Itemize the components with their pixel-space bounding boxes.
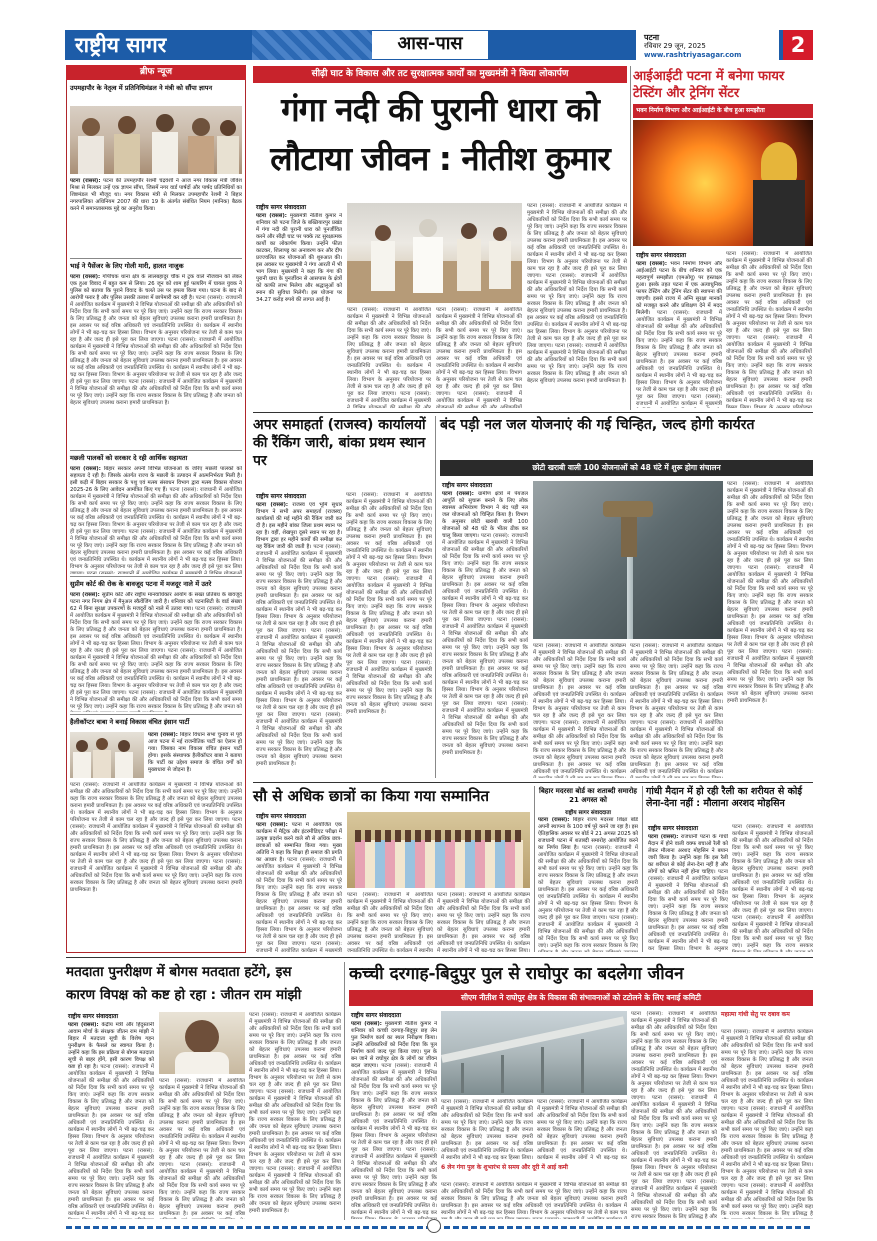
ranking-byline: राष्ट्रीय सागर संवाददाता xyxy=(256,493,307,500)
brief-headline-4: सुप्रीम कोर्ट की रोक के बावजूद पटना में मजदूर नाले में उतरे xyxy=(70,580,212,588)
brief-photo-5 xyxy=(70,732,144,778)
manjhi-photo xyxy=(159,1012,245,1074)
brief-headline-2: भाई ने पैसेंजर के लिए गोली मारी, हालत नाजुक xyxy=(70,262,184,270)
manjhi-body-col1: पटना (राससं): केंद्रीय मंत्री और हिंदुस्तानी आवाम मोर्चा के संरक्षक जीतन राम मांझी ने बिहार में मतदाता सूची के विशेष गहन पुनरीक्षण के फैसले का स्वागत किया है। उन्होंने कहा कि इस प्रक्रिया से बोगस मतदाता सूची से बाहर होंगे, इसी कारण विपक्ष को कष्ट हो रहा है। पटना (राससं): राजधानी में आयोजित कार्यक्रम में मुख्यमंत्री ने विभिन्न योजनाओं की समीक्षा की और अधिकारियों को निर्देश दिया कि सभी कार्य समय पर पूरे किए जाएं। उन्होंने कहा कि राज्य सरकार विकास के लिए प्रतिबद्ध है और जनता को बेहतर सुविधाएं उपलब्ध कराना हमारी प्राथमिकता है। इस अवसर पर कई वरिष्ठ अधिकारी एवं जनप्रतिनिधि उपस्थित थे। कार्यक्रम में स्थानीय लोगों ने भी बढ़-चढ़ कर हिस्सा लिया। विभाग के अनुसार परियोजना पर तेजी से काम चल रहा है और जल्द ही इसे पूरा कर लिया जाएगा। पटना (राससं): राजधानी में आयोजित कार्यक्रम में मुख्यमंत्री ने विभिन्न योजनाओं की समीक्षा की और अधिकारियों को निर्देश दिया कि सभी कार्य समय पर पूरे किए जाएं। उन्होंने कहा कि राज्य सरकार विकास के लिए प्रतिबद्ध है और जनता को बेहतर सुविधाएं उपलब्ध कराना हमारी प्राथमिकता है। इस अवसर पर कई वरिष्ठ अधिकारी एवं जनप्रतिनिधि उपस्थित थे। कार्यक्रम में स्थानीय लोगों ने भी बढ़-चढ़ कर हिस्सा लिया। विभाग के अनुसार परियोजना पर तेजी से काम चल रहा है और जल्द ही इसे पूरा कर लिया जाएगा। पटना (राससं): राजधानी में आयोजित कार्यक्रम में मुख्यमंत्री ने विभिन्न योजनाओं की समीक्षा की और अधिकारियों को निर्देश दिया कि सभी कार्य समय पर पूरे किए जाएं। उन्होंने कहा कि राज्य सरकार विकास के लिए प्रतिबद्ध है और जनता को बेहतर सुविधाएं उपलब्ध कराना हमारी प्राथमिकता है। xyxy=(68,1022,154,1219)
lead-photo xyxy=(347,203,522,303)
bridge-body-col4 xyxy=(441,1182,627,1219)
taps-body-col1: पटना (राससं): ग्रामीण क्षेत्रों में पेयजल आपूर्ति को सुचारू बनाने के लिए लोक स्वास्थ्य अभियंत्रण विभाग ने बंद पड़ी नल जल योजनाओं को चिन्हित किया है। विभाग के अनुसार छोटी खराबी वाली 100 योजनाओं को 48 घंटे के भीतर ठीक कर चालू किया जाएगा। पटना (राससं): राजधानी में आयोजित कार्यक्रम में मुख्यमंत्री ने विभिन्न योजनाओं की समीक्षा की और अधिकारियों को निर्देश दिया कि सभी कार्य समय पर पूरे किए जाएं। उन्होंने कहा कि राज्य सरकार विकास के लिए प्रतिबद्ध है और जनता को बेहतर सुविधाएं उपलब्ध कराना हमारी प्राथमिकता है। इस अवसर पर कई वरिष्ठ अधिकारी एवं जनप्रतिनिधि उपस्थित थे। कार्यक्रम में स्थानीय लोगों ने भी बढ़-चढ़ कर हिस्सा लिया। विभाग के अनुसार परियोजना पर तेजी से काम चल रहा है और जल्द ही इसे पूरा कर लिया जाएगा। पटना (राससं): राजधानी में आयोजित कार्यक्रम में मुख्यमंत्री ने विभिन्न योजनाओं की समीक्षा की और अधिकारियों को निर्देश दिया कि सभी कार्य समय पर पूरे किए जाएं। उन्होंने कहा कि राज्य सरकार विकास के लिए प्रतिबद्ध है और जनता को बेहतर सुविधाएं उपलब्ध कराना हमारी प्राथमिकता है। इस अवसर पर कई वरिष्ठ अधिकारी एवं जनप्रतिनिधि उपस्थित थे। कार्यक्रम में स्थानीय लोगों ने भी बढ़-चढ़ कर हिस्सा लिया। विभाग के अनुसार परियोजना पर तेजी से काम चल रहा है और जल्द ही इसे पूरा कर लिया जाएगा। पटना (राससं): राजधानी में आयोजित कार्यक्रम में मुख्यमंत्री ने विभिन्न योजनाओं की समीक्षा की और अधिकारियों को निर्देश दिया कि सभी कार्य समय पर पूरे किए जाएं। उन्होंने कहा कि राज्य सरकार विकास के लिए प्रतिबद्ध है और जनता को बेहतर सुविधाएं उपलब्ध कराना हमारी प्राथमिकता है। xyxy=(442,491,528,778)
gandhi-headline: गांधी मैदान में हो रही रैली का शरीयत से कोई लेना-देना नहीं : मौलाना अरशद मोहसिन xyxy=(646,786,803,809)
taps-subhead: छोटी खराबी वाली 100 योजनाओं को 48 घंटे में शुरू होगा संचालन xyxy=(440,460,813,476)
page-number: 2 xyxy=(783,30,813,60)
students-byline: राष्ट्रीय सागर संवाददाता xyxy=(256,813,307,820)
brief-body-5: पटना (राससं): बिहार विधान सभा चुनाव से पूर्व आज पटना में नई राजनीतिक पार्टी का ऐलान हो गया। जिसका नाम विकास वंचित इंसान पार्टी होगा। इसके संस्थापक हैलीकॉप्टर बाबा ने बताया कि पार्टी का उद्देश्य समाज के वंचित वर्गों को मुख्यधारा से जोड़ना है। xyxy=(148,732,242,773)
taps-body-col4 xyxy=(727,481,813,778)
website-link[interactable]: www.rashtriyasagar.com xyxy=(644,51,742,59)
fire-body-col1: पटना (राससं): भवन निर्माण विभाग और आईआईटी पटना के बीच शनिवार को एक महत्वपूर्ण समझौता (एमओयू) पर हस्ताक्षर हुआ। इसके तहत पटना में एक अत्याधुनिक फायर टेस्टिंग और ट्रेनिंग सेंटर की स्थापना की जाएगी। इससे राज्य में अग्नि सुरक्षा मानकों को मजबूत करने और प्रशिक्षण देने में मदद मिलेगी। पटना (राससं): राजधानी में आयोजित कार्यक्रम में मुख्यमंत्री ने विभिन्न योजनाओं की समीक्षा की और अधिकारियों को निर्देश दिया कि सभी कार्य समय पर पूरे किए जाएं। उन्होंने कहा कि राज्य सरकार विकास के लिए प्रतिबद्ध है और जनता को बेहतर सुविधाएं उपलब्ध कराना हमारी प्राथमिकता है। इस अवसर पर कई वरिष्ठ अधिकारी एवं जनप्रतिनिधि उपस्थित थे। कार्यक्रम में स्थानीय लोगों ने भी बढ़-चढ़ कर हिस्सा लिया। विभाग के अनुसार परियोजना पर तेजी से काम चल रहा है और जल्द ही इसे पूरा कर लिया जाएगा। पटना (राससं): राजधानी में आयोजित कार्यक्रम में मुख्यमंत्री ने विभिन्न योजनाओं की समीक्षा की और अधिकारियों को निर्देश दिया कि सभी कार्य समय पर पूरे किए जाएं। उन्होंने कहा कि राज्य सरकार विकास के लिए प्रतिबद्ध है और जनता को बेहतर सुविधाएं उपलब्ध कराना हमारी प्राथमिकता है। इस अवसर पर कई वरिष्ठ अधिकारी एवं जनप्रतिनिधि उपस्थित थे। कार्यक्रम में स्थानीय लोगों ने भी बढ़-चढ़ कर हिस्सा लिया। विभाग के अनुसार परियोजना पर तेजी से काम चल रहा है और जल्द ही इसे पूरा कर लिया जाएगा। पटना (राससं): राजधानी में आयोजित कार्यक्रम में मुख्यमंत्री ने विभिन्न योजनाओं की समीक्षा की और अधिकारियों को निर्देश दिया कि सभी कार्य समय पर पूरे किए जाएं। उन्होंने कहा कि राज्य सरकार विकास के लिए प्रतिबद्ध है और जनता को बेहतर सुविधाएं उपलब्ध कराना हमारी प्राथमिकता है। xyxy=(636,261,722,408)
gandhi-body-col1: पटना (राससं): राजधानी पटना के गांधी मैदान में होने वाली वक्फ बचाओ रैली को लेकर मौलाना अरशद मोहसिन ने बयान जारी किया है। उन्होंने कहा कि इस रैली का शरीयत से कोई लेना-देना नहीं है और लोगों को भ्रमित नहीं होना चाहिए। पटना (राससं): राजधानी में आयोजित कार्यक्रम में मुख्यमंत्री ने विभिन्न योजनाओं की समीक्षा की और अधिकारियों को निर्देश दिया कि सभी कार्य समय पर पूरे किए जाएं। उन्होंने कहा कि राज्य सरकार विकास के लिए प्रतिबद्ध है और जनता को बेहतर सुविधाएं उपलब्ध कराना हमारी प्राथमिकता है। इस अवसर पर कई वरिष्ठ अधिकारी एवं जनप्रतिनिधि उपस्थित थे। कार्यक्रम में स्थानीय लोगों ने भी बढ़-चढ़ कर हिस्सा लिया। विभाग के अनुसार परियोजना पर तेजी से काम चल रहा है और जल्द ही इसे पूरा कर लिया जाएगा। पटना (राससं): राजधानी में आयोजित कार्यक्रम में मुख्यमंत्री ने विभिन्न योजनाओं की समीक्षा की और अधिकारियों को निर्देश दिया कि सभी कार्य समय पर पूरे किए जाएं। उन्होंने कहा कि राज्य सरकार विकास के लिए प्रतिबद्ध है और जनता को बेहतर सुविधाएं उपलब्ध कराना हमारी प्राथमिकता है। इस अवसर पर कई वरिष्ठ अधिकारी एवं जनप्रतिनिधि उपस्थित थे। कार्यक्रम में स्थानीय लोगों ने भी बढ़-चढ़ कर हिस्सा लिया। विभाग के अनुसार परियोजना पर तेजी से काम चल रहा है और जल्द ही इसे पूरा कर लिया जाएगा। पटना (राससं): राजधानी में आयोजित कार्यक्रम में मुख्यमंत्री ने विभिन्न योजनाओं की समीक्षा की और अधिकारियों को निर्देश दिया कि सभी कार्य समय पर पूरे किए जाएं। उन्होंने कहा कि राज्य सरकार विकास के लिए प्रतिबद्ध है और जनता को बेहतर सुविधाएं उपलब्ध कराना हमारी प्राथमिकता है। xyxy=(648,834,728,952)
manjhi-headline-2: कारण विपक्ष को कष्ट हो रहा : जीतन राम मांझी xyxy=(66,987,302,1003)
brief-title: ब्रीफ न्यूज xyxy=(66,65,246,80)
fire-subhead: भवन निर्माण विभाग और आईआईटी के बीच हुआ समझौता xyxy=(633,104,813,118)
header-date: रविवार 29 जून, 2025 xyxy=(644,42,706,50)
lead-body-col3 xyxy=(436,307,522,408)
brief-headline-1: उपमहापौर के नेतृत्व में प्रतिनिधिमंडल ने मंत्री को सौंपा ज्ञापन xyxy=(70,84,213,92)
students-headline: सौ से अधिक छात्रों का किया गया सम्मानित xyxy=(253,787,490,805)
manjhi-byline: राष्ट्रीय सागर संवाददाता xyxy=(68,1013,119,1020)
students-body-col1: पटना (राससं): पटना में आयोजित एक कार्यक्रम में मैट्रिक और इंटरमीडिएट परीक्षा में उत्कृष्ट प्रदर्शन करने वाले सौ से अधिक छात्र-छात्राओं को सम्मानित किया गया। मुख्य अतिथि ने कहा कि शिक्षा ही समाज की प्रगति का आधार है। पटना (राससं): राजधानी में आयोजित कार्यक्रम में मुख्यमंत्री ने विभिन्न योजनाओं की समीक्षा की और अधिकारियों को निर्देश दिया कि सभी कार्य समय पर पूरे किए जाएं। उन्होंने कहा कि राज्य सरकार विकास के लिए प्रतिबद्ध है और जनता को बेहतर सुविधाएं उपलब्ध कराना हमारी प्राथमिकता है। इस अवसर पर कई वरिष्ठ अधिकारी एवं जनप्रतिनिधि उपस्थित थे। कार्यक्रम में स्थानीय लोगों ने भी बढ़-चढ़ कर हिस्सा लिया। विभाग के अनुसार परियोजना पर तेजी से काम चल रहा है और जल्द ही इसे पूरा कर लिया जाएगा। पटना (राससं): राजधानी में आयोजित कार्यक्रम में मुख्यमंत्री ने विभिन्न योजनाओं की समीक्षा की और अधिकारियों को निर्देश दिया कि सभी कार्य समय पर पूरे किए जाएं। उन्होंने कहा कि राज्य सरकार विकास के लिए प्रतिबद्ध है और जनता को बेहतर सुविधाएं उपलब्ध कराना हमारी प्राथमिकता है। इस अवसर पर कई वरिष्ठ अधिकारी एवं जनप्रतिनिधि उपस्थित थे। कार्यक्रम में स्थानीय लोगों ने भी बढ़-चढ़ कर हिस्सा लिया। विभाग के अनुसार परियोजना पर तेजी से काम चल रहा है और जल्द ही इसे पूरा कर लिया जाएगा। पटना (राससं): राजधानी में आयोजित कार्यक्रम में मुख्यमंत्री ने विभिन्न योजनाओं की समीक्षा की और अधिकारियों को निर्देश दिया कि सभी कार्य समय पर पूरे किए जाएं। उन्होंने कहा कि राज्य सरकार विकास के लिए प्रतिबद्ध है और जनता को बेहतर सुविधाएं उपलब्ध कराना हमारी प्राथमिकता है। xyxy=(256,822,342,952)
lead-headline-2: लौटाया जीवन : नीतीश कुमार xyxy=(270,139,610,178)
bridge-photo xyxy=(441,1011,627,1095)
ranking-body-col2 xyxy=(346,492,432,778)
manjhi-headline-1: मतदाता पुनरीक्षण में बोगस मतदाता हटेंगे, इस xyxy=(66,964,292,980)
brief-body-3: पटना (राससं): बिहार सरकार अपनी विभिन्न योजनाओं के जरिए मछली पालकों को सहायता दे रही है। जिसके अंतर्गत राज्य के मछली के उत्पादन में आत्मनिर्भरता मिली है। इसी कड़ी में बिहार सरकार के पशु एवं मत्स्य संसाधन विभाग द्वारा मत्स्य विकास योजना 2025-26 के लिए आवेदन आमंत्रित किए गए हैं। पटना (राससं): राजधानी में आयोजित कार्यक्रम में मुख्यमंत्री ने विभिन्न योजनाओं की समीक्षा की और अधिकारियों को निर्देश दिया कि सभी कार्य समय पर पूरे किए जाएं। उन्होंने कहा कि राज्य सरकार विकास के लिए प्रतिबद्ध है और जनता को बेहतर सुविधाएं उपलब्ध कराना हमारी प्राथमिकता है। इस अवसर पर कई वरिष्ठ अधिकारी एवं जनप्रतिनिधि उपस्थित थे। कार्यक्रम में स्थानीय लोगों ने भी बढ़-चढ़ कर हिस्सा लिया। विभाग के अनुसार परियोजना पर तेजी से काम चल रहा है और जल्द ही इसे पूरा कर लिया जाएगा। पटना (राससं): राजधानी में आयोजित कार्यक्रम में मुख्यमंत्री ने विभिन्न योजनाओं की समीक्षा की और अधिकारियों को निर्देश दिया कि सभी कार्य समय पर पूरे किए जाएं। उन्होंने कहा कि राज्य सरकार विकास के लिए प्रतिबद्ध है और जनता को बेहतर सुविधाएं उपलब्ध कराना हमारी प्राथमिकता है। इस अवसर पर कई वरिष्ठ अधिकारी एवं जनप्रतिनिधि उपस्थित थे। कार्यक्रम में स्थानीय लोगों ने भी बढ़-चढ़ कर हिस्सा लिया। विभाग के अनुसार परियोजना पर तेजी से काम चल रहा है और जल्द ही इसे पूरा कर लिया जाएगा। पटना (राससं): राजधानी में आयोजित कार्यक्रम में मुख्यमंत्री ने विभिन्न योजनाओं की समीक्षा की और अधिकारियों को निर्देश दिया कि सभी कार्य समय पर पूरे किए जाएं। उन्होंने कहा कि राज्य सरकार विकास के लिए प्रतिबद्ध है और जनता को बेहतर सुविधाएं उपलब्ध कराना हमारी प्राथमिकता है। xyxy=(70,466,242,574)
fire-photo xyxy=(633,120,813,246)
manjhi-body-col2 xyxy=(159,1078,245,1219)
brief-body-5-cont xyxy=(70,782,242,948)
manjhi-body-col3 xyxy=(249,1012,341,1219)
bridge-body-col2 xyxy=(441,1099,533,1161)
brief-body-4: पटना (राससं): सुप्रीम कोर्ट और राष्ट्रीय मानवाधिकार आयोग के सख्त प्रतिबंध के बावजूद पटना नगर निगम क्षेत्र में मैनुअल स्कैवेंजिंग जारी है। शनिवार को पटनासिटी के वार्ड संख्या 62 में बिना सुरक्षा उपकरणों के मजदूरों को नाले में उतारा गया। पटना (राससं): राजधानी में आयोजित कार्यक्रम में मुख्यमंत्री ने विभिन्न योजनाओं की समीक्षा की और अधिकारियों को निर्देश दिया कि सभी कार्य समय पर पूरे किए जाएं। उन्होंने कहा कि राज्य सरकार विकास के लिए प्रतिबद्ध है और जनता को बेहतर सुविधाएं उपलब्ध कराना हमारी प्राथमिकता है। इस अवसर पर कई वरिष्ठ अधिकारी एवं जनप्रतिनिधि उपस्थित थे। कार्यक्रम में स्थानीय लोगों ने भी बढ़-चढ़ कर हिस्सा लिया। विभाग के अनुसार परियोजना पर तेजी से काम चल रहा है और जल्द ही इसे पूरा कर लिया जाएगा। पटना (राससं): राजधानी में आयोजित कार्यक्रम में मुख्यमंत्री ने विभिन्न योजनाओं की समीक्षा की और अधिकारियों को निर्देश दिया कि सभी कार्य समय पर पूरे किए जाएं। उन्होंने कहा कि राज्य सरकार विकास के लिए प्रतिबद्ध है और जनता को बेहतर सुविधाएं उपलब्ध कराना हमारी प्राथमिकता है। इस अवसर पर कई वरिष्ठ अधिकारी एवं जनप्रतिनिधि उपस्थित थे। कार्यक्रम में स्थानीय लोगों ने भी बढ़-चढ़ कर हिस्सा लिया। विभाग के अनुसार परियोजना पर तेजी से काम चल रहा है और जल्द ही इसे पूरा कर लिया जाएगा। पटना (राससं): राजधानी में आयोजित कार्यक्रम में मुख्यमंत्री ने विभिन्न योजनाओं की समीक्षा की और अधिकारियों को निर्देश दिया कि सभी कार्य समय पर पूरे किए जाएं। उन्होंने कहा कि राज्य सरकार विकास के लिए प्रतिबद्ध है और जनता को बेहतर सुविधाएं उपलब्ध कराना हमारी प्राथमिकता है। xyxy=(70,592,242,712)
students-body-col3 xyxy=(437,892,530,952)
fire-byline: राष्ट्रीय सागर संवाददाता xyxy=(636,252,687,259)
gandhi-byline: राष्ट्रीय सागर संवाददाता xyxy=(648,825,699,832)
brief-photo-1 xyxy=(70,106,242,174)
madrasa-headline: बिहार मदरसा बोर्ड का शताब्दी समारोह 21 अगस्त को xyxy=(539,787,637,804)
madrasa-body: पटना (राससं): बिहार राज्य मदरसा शिक्षा बोर्ड अपनी स्थापना के 100 वर्ष पूरे करने जा रहा है। इस ऐतिहासिक अवसर पर बोर्ड ने 21 अगस्त 2025 को राजधानी पटना में शताब्दी समारोह आयोजित करने का निर्णय लिया है। पटना (राससं): राजधानी में आयोजित कार्यक्रम में मुख्यमंत्री ने विभिन्न योजनाओं की समीक्षा की और अधिकारियों को निर्देश दिया कि सभी कार्य समय पर पूरे किए जाएं। उन्होंने कहा कि राज्य सरकार विकास के लिए प्रतिबद्ध है और जनता को बेहतर सुविधाएं उपलब्ध कराना हमारी प्राथमिकता है। इस अवसर पर कई वरिष्ठ अधिकारी एवं जनप्रतिनिधि उपस्थित थे। कार्यक्रम में स्थानीय लोगों ने भी बढ़-चढ़ कर हिस्सा लिया। विभाग के अनुसार परियोजना पर तेजी से काम चल रहा है और जल्द ही इसे पूरा कर लिया जाएगा। पटना (राससं): राजधानी में आयोजित कार्यक्रम में मुख्यमंत्री ने विभिन्न योजनाओं की समीक्षा की और अधिकारियों को निर्देश दिया कि सभी कार्य समय पर पूरे किए जाएं। उन्होंने कहा कि राज्य सरकार विकास के लिए प्रतिबद्ध है और जनता को बेहतर सुविधाएं उपलब्ध कराना हमारी प्राथमिकता है। इस अवसर पर कई वरिष्ठ अधिकारी एवं जनप्रतिनिधि उपस्थित थे। कार्यक्रम में स्थानीय लोगों ने भी बढ़-चढ़ कर हिस्सा लिया। विभाग के अनुसार परियोजना पर तेजी से काम चल रहा है और जल्द ही इसे पूरा कर लिया जाएगा। पटना (राससं): राजधानी में आयोजित कार्यक्रम में मुख्यमंत्री ने विभिन्न योजनाओं की समीक्षा की और अधिकारियों को निर्देश दिया कि सभी कार्य समय पर पूरे किए जाएं। उन्होंने कहा कि राज्य सरकार विकास के लिए प्रतिबद्ध है और जनता को बेहतर सुविधाएं उपलब्ध कराना हमारी प्राथमिकता है। xyxy=(538,817,638,952)
bridge-subhead: सीएम नीतीश ने राघोपुर क्षेत्र के विकास की संभावनाओं को टटोलने के लिए बनाई कमिटी xyxy=(349,990,813,1006)
section-title: आस-पास xyxy=(397,33,463,54)
lead-kicker: सीढ़ी घाट के विकास और तट सुरक्षात्मक कार्यों का मुख्यमंत्री ने किया लोकार्पण xyxy=(253,66,627,83)
masthead-title: राष्ट्रीय सागर xyxy=(75,32,167,57)
taps-body-col2 xyxy=(533,643,626,778)
bridge-body-col1: पटना (राससं): मुख्यमंत्री नीतीश कुमार ने शनिवार को कच्ची दरगाह-बिदुपुर छह लेन पुल निर्माण कार्य का स्थल निरीक्षण किया। उन्होंने अधिकारियों को निर्देश दिया कि पुल निर्माण कार्य जल्द पूरा किया जाए। पुल के बन जाने से राघोपुर क्षेत्र के लोगों का जीवन बदल जाएगा। पटना (राससं): राजधानी में आयोजित कार्यक्रम में मुख्यमंत्री ने विभिन्न योजनाओं की समीक्षा की और अधिकारियों को निर्देश दिया कि सभी कार्य समय पर पूरे किए जाएं। उन्होंने कहा कि राज्य सरकार विकास के लिए प्रतिबद्ध है और जनता को बेहतर सुविधाएं उपलब्ध कराना हमारी प्राथमिकता है। इस अवसर पर कई वरिष्ठ अधिकारी एवं जनप्रतिनिधि उपस्थित थे। कार्यक्रम में स्थानीय लोगों ने भी बढ़-चढ़ कर हिस्सा लिया। विभाग के अनुसार परियोजना पर तेजी से काम चल रहा है और जल्द ही इसे पूरा कर लिया जाएगा। पटना (राससं): राजधानी में आयोजित कार्यक्रम में मुख्यमंत्री ने विभिन्न योजनाओं की समीक्षा की और अधिकारियों को निर्देश दिया कि सभी कार्य समय पर पूरे किए जाएं। उन्होंने कहा कि राज्य सरकार विकास के लिए प्रतिबद्ध है और जनता को बेहतर सुविधाएं उपलब्ध कराना हमारी प्राथमिकता है। इस अवसर पर कई वरिष्ठ अधिकारी एवं जनप्रतिनिधि उपस्थित थे। कार्यक्रम में स्थानीय लोगों ने भी बढ़-चढ़ कर हिस्सा लिया। विभाग के अनुसार परियोजना पर तेजी से काम चल रहा है और जल्द ही इसे पूरा कर लिया जाएगा। पटना (राससं): राजधानी में आयोजित कार्यक्रम में मुख्यमंत्री ने विभिन्न योजनाओं की समीक्षा की और अधिकारियों को निर्देश दिया कि सभी कार्य समय पर पूरे किए जाएं। उन्होंने कहा कि राज्य सरकार विकास के लिए प्रतिबद्ध है और जनता को बेहतर सुविधाएं उपलब्ध कराना हमारी प्राथमिकता है। xyxy=(351,1021,437,1219)
lead-headline-1: गंगा नदी की पुरानी धारा को xyxy=(281,90,599,129)
taps-body-col3 xyxy=(630,643,723,778)
lead-body-col2 xyxy=(347,307,431,408)
bridge-right-heading: महात्मा गांधी सेतु पर दबाव कम xyxy=(721,1011,790,1018)
bridge-body-col6 xyxy=(721,1029,813,1219)
brief-body-2: पटना (राससं): गोपीचक थाना क्षेत्र के लालबहादुर चौक में ट्रक वाले नौजवान को लेकर एक हुआ विवाद में बहुत कम से लिया। 26 जून को शाम हुई फायरिंग में घायल युवक ने पुलिस को बताया कि पुराने विवाद के चलते उस पर हमला किया गया। घटना के बाद से आरोपी फरार है और पुलिस उसकी तलाश में छापेमारी कर रही है। पटना (राससं): राजधानी में आयोजित कार्यक्रम में मुख्यमंत्री ने विभिन्न योजनाओं की समीक्षा की और अधिकारियों को निर्देश दिया कि सभी कार्य समय पर पूरे किए जाएं। उन्होंने कहा कि राज्य सरकार विकास के लिए प्रतिबद्ध है और जनता को बेहतर सुविधाएं उपलब्ध कराना हमारी प्राथमिकता है। इस अवसर पर कई वरिष्ठ अधिकारी एवं जनप्रतिनिधि उपस्थित थे। कार्यक्रम में स्थानीय लोगों ने भी बढ़-चढ़ कर हिस्सा लिया। विभाग के अनुसार परियोजना पर तेजी से काम चल रहा है और जल्द ही इसे पूरा कर लिया जाएगा। पटना (राससं): राजधानी में आयोजित कार्यक्रम में मुख्यमंत्री ने विभिन्न योजनाओं की समीक्षा की और अधिकारियों को निर्देश दिया कि सभी कार्य समय पर पूरे किए जाएं। उन्होंने कहा कि राज्य सरकार विकास के लिए प्रतिबद्ध है और जनता को बेहतर सुविधाएं उपलब्ध कराना हमारी प्राथमिकता है। इस अवसर पर कई वरिष्ठ अधिकारी एवं जनप्रतिनिधि उपस्थित थे। कार्यक्रम में स्थानीय लोगों ने भी बढ़-चढ़ कर हिस्सा लिया। विभाग के अनुसार परियोजना पर तेजी से काम चल रहा है और जल्द ही इसे पूरा कर लिया जाएगा। पटना (राससं): राजधानी में आयोजित कार्यक्रम में मुख्यमंत्री ने विभिन्न योजनाओं की समीक्षा की और अधिकारियों को निर्देश दिया कि सभी कार्य समय पर पूरे किए जाएं। उन्होंने कहा कि राज्य सरकार विकास के लिए प्रतिबद्ध है और जनता को बेहतर सुविधाएं उपलब्ध कराना हमारी प्राथमिकता है। xyxy=(70,274,242,448)
bridge-headline: कच्ची दरगाह-बिदुपुर पुल से राघोपुर का बदलेगा जीवन xyxy=(349,964,684,984)
bridge-body-col3 xyxy=(537,1099,627,1161)
taps-byline: राष्ट्रीय सागर संवाददाता xyxy=(442,482,493,489)
taps-photo xyxy=(533,481,723,639)
ranking-headline: अपर समाहर्ता (राजस्व) कार्यालयों की रैंकिंग जारी, बांका प्रथम स्थान पर xyxy=(253,417,426,469)
header-city: पटना xyxy=(644,33,660,42)
bridge-box-heading: 6 लेन गंगा पुल के शुभारंभ से समय और दूरी में आई कमी xyxy=(441,1164,568,1171)
lead-body-col1: पटना (राससं): मुख्यमंत्री नीतीश कुमार ने शनिवार को पटना जिले के बख्तियारपुर प्रखंड में गंगा नदी की पुरानी धारा को पुनर्जीवित करने और सीढ़ी घाट पर पक्के तट सुरक्षात्मक कार्यों का लोकार्पण किया। उन्होंने फीता काटकर, शिलापट्ट का अनावरण कर और दीप प्रज्ज्वलित कर योजनाओं की शुरुआत की। इस अवसर पर मुख्यमंत्री ने गंगा आरती में भी भाग लिया। मुख्यमंत्री ने कहा कि गंगा की पुरानी धारा के पुनर्जीवन से आसपास के क्षेत्रों को काफी लाभ मिलेगा और श्रद्धालुओं को स्नान की सुविधा मिलेगी। इस योजना पर 34.27 करोड़ रुपये की लागत आई है। xyxy=(256,213,342,303)
ranking-body-col1: पटना (राससं): राजस्व एवं भूमि सुधार विभाग ने सभी अपर समाहर्ता (राजस्व) कार्यालयों की मई महीने की रैंकिंग जारी कर दी है। इस महीने बांका जिला प्रथम स्थान पर रहा है। वहीं, शेखपुरा दूसरे स्थान पर रहा है। विभाग द्वारा हर महीने कार्यों की समीक्षा कर यह रैंकिंग जारी की जाती है। पटना (राससं): राजधानी में आयोजित कार्यक्रम में मुख्यमंत्री ने विभिन्न योजनाओं की समीक्षा की और अधिकारियों को निर्देश दिया कि सभी कार्य समय पर पूरे किए जाएं। उन्होंने कहा कि राज्य सरकार विकास के लिए प्रतिबद्ध है और जनता को बेहतर सुविधाएं उपलब्ध कराना हमारी प्राथमिकता है। इस अवसर पर कई वरिष्ठ अधिकारी एवं जनप्रतिनिधि उपस्थित थे। कार्यक्रम में स्थानीय लोगों ने भी बढ़-चढ़ कर हिस्सा लिया। विभाग के अनुसार परियोजना पर तेजी से काम चल रहा है और जल्द ही इसे पूरा कर लिया जाएगा। पटना (राससं): राजधानी में आयोजित कार्यक्रम में मुख्यमंत्री ने विभिन्न योजनाओं की समीक्षा की और अधिकारियों को निर्देश दिया कि सभी कार्य समय पर पूरे किए जाएं। उन्होंने कहा कि राज्य सरकार विकास के लिए प्रतिबद्ध है और जनता को बेहतर सुविधाएं उपलब्ध कराना हमारी प्राथमिकता है। इस अवसर पर कई वरिष्ठ अधिकारी एवं जनप्रतिनिधि उपस्थित थे। कार्यक्रम में स्थानीय लोगों ने भी बढ़-चढ़ कर हिस्सा लिया। विभाग के अनुसार परियोजना पर तेजी से काम चल रहा है और जल्द ही इसे पूरा कर लिया जाएगा। पटना (राससं): राजधानी में आयोजित कार्यक्रम में मुख्यमंत्री ने विभिन्न योजनाओं की समीक्षा की और अधिकारियों को निर्देश दिया कि सभी कार्य समय पर पूरे किए जाएं। उन्होंने कहा कि राज्य सरकार विकास के लिए प्रतिबद्ध है और जनता को बेहतर सुविधाएं उपलब्ध कराना हमारी प्राथमिकता है। xyxy=(256,502,342,778)
lead-body-col4 xyxy=(527,203,627,408)
madrasa-byline: राष्ट्रीय सागर संवाददाता xyxy=(565,810,611,816)
students-photo xyxy=(347,812,530,888)
fire-headline: आईआईटी पटना में बनेगा फायर टेस्टिंग और ट्रेनिंग सेंटर xyxy=(633,69,785,101)
bridge-body-col5 xyxy=(631,1011,717,1219)
registration-mark-icon xyxy=(427,1219,441,1233)
lead-byline: राष्ट्रीय सागर संवाददाता xyxy=(256,204,307,211)
bridge-byline: राष्ट्रीय सागर संवाददाता xyxy=(351,1012,402,1019)
taps-headline: बंद पड़ी नल जल योजनाएं की गई चिन्हित, जल्द होगी कार्यरत xyxy=(440,417,755,433)
fire-body-col2 xyxy=(726,251,812,408)
brief-body-1: पटना (राससं): पटना की उपमहापौर रेशमी चंद्रवंशी ने आज नगर विकास मंत्री जीवेश मिश्रा से मिलकर उन्हें एक ज्ञापन सौंपा, जिसमें नगर वार्ड पार्षदों और पार्षद प्रतिनिधियों का शिष्टमंडल भी मौजूद था। नगर विकास मंत्री से मिलकर उपमहापौर रेशमी ने बिहार नगरपालिका अधिनियम 2007 की धारा 19 के अंतर्गत संबंधित नियम (मानिक) बैठक करने में समानतासमक मुद्दे का अनुरोध किया। xyxy=(70,178,242,212)
masthead-pattern xyxy=(252,30,372,60)
brief-headline-5: हैलीकॉप्टर बाबा ने बनाई विकास वंचित इंसान पार्टी xyxy=(70,718,190,726)
students-body-col2 xyxy=(347,892,433,952)
gandhi-body-col2 xyxy=(732,824,813,952)
brief-headline-3: मछली पालकों को सरकार दे रही आर्थिक सहायता xyxy=(70,454,188,462)
